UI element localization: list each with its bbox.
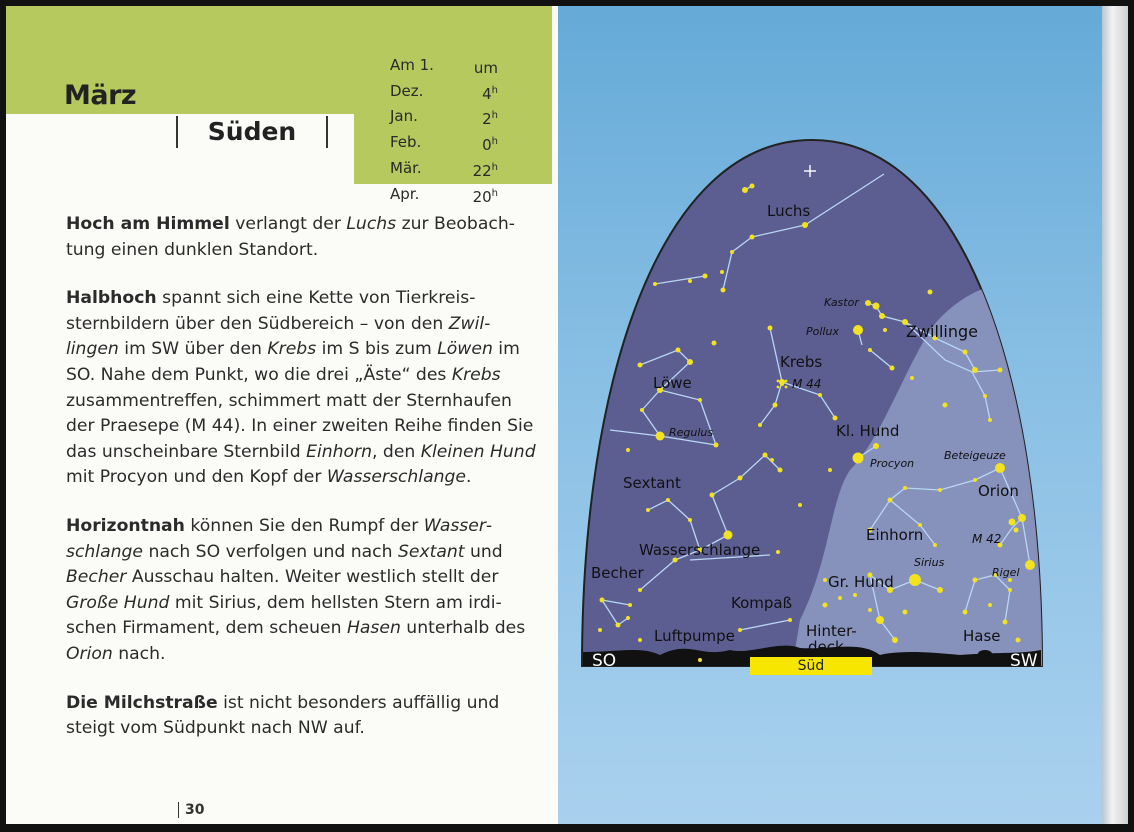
direction-title: Süden — [176, 116, 328, 148]
label-luchs: Luchs — [767, 202, 811, 220]
direction-so: SO — [592, 651, 617, 671]
label-einhorn: Einhorn — [866, 526, 924, 544]
label-hinterdeck-1: Hinter- — [806, 622, 857, 640]
time-row: Apr. 20$^h$ — [390, 184, 498, 206]
label-loewe: Löwe — [653, 374, 692, 392]
paragraph-high: Hoch am Himmel verlangt der Luchs zur Beobachtung einen dunklen Standort. — [66, 214, 515, 260]
paragraph-milkyway: Die Milchstraße ist nicht besonders auffällig und steigt vom Südpunkt nach NW auf. — [66, 692, 500, 739]
label-hase: Hase — [963, 627, 1001, 645]
label-regulus: Regulus — [669, 426, 714, 439]
label-krebs: Krebs — [780, 353, 823, 371]
label-zwillinge: Zwillinge — [906, 322, 978, 341]
time-row: Dez. 4$^h$ — [390, 81, 498, 103]
label-beteigeuze: Beteigeuze — [944, 449, 1006, 462]
time-row: Mär. 22$^h$ — [390, 158, 498, 180]
label-m44: M 44 — [792, 377, 822, 391]
label-m42: M 42 — [972, 532, 1002, 546]
direction-sw: SW — [1010, 651, 1038, 671]
label-hinterdeck-2: deck — [808, 638, 844, 656]
label-sirius: Sirius — [914, 556, 945, 569]
label-wasserschlange: Wasserschlange — [639, 541, 761, 559]
label-orion: Orion — [978, 482, 1019, 500]
label-gr-hund: Gr. Hund — [828, 573, 894, 591]
page-number: 30 — [178, 802, 204, 818]
label-luftpumpe: Luftpumpe — [654, 627, 735, 645]
time-row: Feb. 0$^h$ — [390, 133, 498, 155]
label-kastor: Kastor — [824, 296, 859, 309]
south-marker: Süd — [750, 657, 872, 675]
label-procyon: Procyon — [870, 457, 915, 470]
paragraph-mid: Halbhoch spannt sich eine Kette von Tierkreissternbildern über den Südbereich – von den Zwillingen im SW über den Krebs im S bis zum Löwen im SO. Nahe dem Punkt, wo die drei „Äste“ des Krebs zusammentreffen, schimmert matt der Sternhaufen der Praesepe (M 44). In einer zweiten Reihe finden Sie das unscheinbare Sternbild Einhorn, den Kleinen Hund mit Procyon und den Kopf der Wasserschlange. — [66, 288, 536, 488]
month-title: März — [64, 80, 137, 111]
label-rigel: Rigel — [992, 566, 1020, 579]
label-pollux: Pollux — [806, 325, 839, 338]
time-row: Am 1. um — [390, 56, 498, 77]
paragraph-horizon: Horizontnah können Sie den Rumpf der Wasserschlange nach SO verfolgen und nach Sextant und Becher Ausschau halten. Weiter westlich stellt der Große Hund mit Sirius, dem hellsten Stern am irdischen Firmament, dem scheuen Hasen unterhalb des Orion nach. — [66, 515, 526, 664]
time-row: Jan. 2$^h$ — [390, 107, 498, 129]
label-sextant: Sextant — [623, 474, 681, 492]
label-kompass: Kompaß — [731, 594, 793, 612]
label-kl-hund: Kl. Hund — [836, 422, 900, 440]
label-becher: Becher — [591, 564, 644, 582]
